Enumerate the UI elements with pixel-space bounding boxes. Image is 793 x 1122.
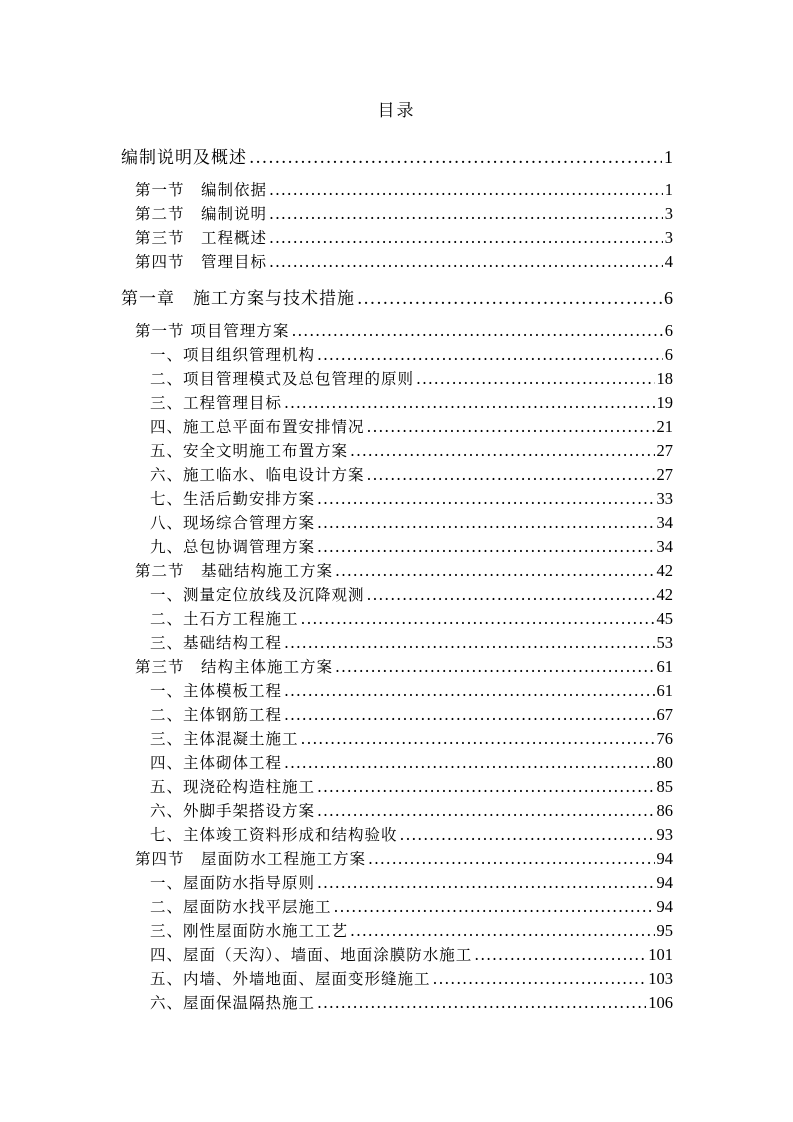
toc-entry-label: 第三节 结构主体施工方案: [135, 658, 334, 676]
toc-entry-label: 三、基础结构工程: [150, 634, 283, 652]
toc-leader-dots: [317, 490, 654, 508]
toc-leader-dots: [269, 181, 663, 199]
toc-leader-dots: [269, 253, 663, 271]
toc-entry-label: 五、现浇砼构造柱施工: [150, 778, 316, 796]
toc-entry-label: 二、屋面防水找平层施工: [150, 898, 332, 916]
toc-entry[interactable]: [150, 679, 673, 701]
toc-leader-dots: [269, 229, 663, 247]
toc-leader-dots: [400, 826, 655, 844]
toc-leader-dots: [284, 706, 654, 724]
toc-leader-dots: [367, 418, 655, 436]
toc-leader-dots: [357, 289, 662, 309]
toc-entry-page: 42: [656, 585, 673, 604]
toc-entry-label: 五、内墙、外墙地面、屋面变形缝施工: [150, 970, 431, 988]
toc-leader-dots: [301, 730, 655, 748]
toc-entry-label: 第二节 基础结构施工方案: [135, 562, 334, 580]
toc-entry-page: 34: [656, 513, 673, 532]
toc-entry-page: 103: [648, 969, 673, 988]
toc-entry[interactable]: [150, 775, 673, 797]
toc-entry-label: 九、总包协调管理方案: [150, 538, 316, 556]
toc-entry-label: 四、施工总平面布置安排情况: [150, 418, 365, 436]
toc-entry[interactable]: [150, 919, 673, 941]
toc-entry[interactable]: [150, 487, 673, 509]
toc-leader-dots: [335, 562, 654, 580]
toc-entry[interactable]: [150, 439, 673, 461]
toc-entry-page: 3: [664, 228, 673, 247]
toc-entry[interactable]: [121, 284, 673, 309]
toc-entry-page: 95: [656, 921, 673, 940]
toc-entry-page: 6: [664, 288, 673, 308]
toc-entry-page: 21: [656, 417, 673, 436]
toc-entry-page: 1: [664, 147, 673, 167]
toc-leader-dots: [249, 148, 662, 168]
toc-leader-dots: [269, 205, 663, 223]
toc-entry-label: 二、主体钢筋工程: [150, 706, 283, 724]
toc-entry-label: 六、屋面保温隔热施工: [150, 994, 316, 1012]
toc-entry-label: 第一章 施工方案与技术措施: [121, 289, 355, 309]
toc-entry-page: 106: [648, 993, 673, 1012]
toc-entry-label: 一、屋面防水指导原则: [150, 874, 316, 892]
toc-entry-page: 53: [656, 633, 673, 652]
toc-entry-page: 3: [664, 204, 673, 223]
toc-entry-label: 七、主体竣工资料形成和结构验收: [150, 826, 398, 844]
toc-leader-dots: [474, 946, 646, 964]
toc-entry[interactable]: [135, 655, 673, 677]
toc-entry-label: 二、土石方工程施工: [150, 610, 299, 628]
toc-entry-label: 三、工程管理目标: [150, 394, 283, 412]
toc-leader-dots: [335, 658, 654, 676]
toc-entry-label: 编制说明及概述: [121, 148, 247, 168]
toc-entry-label: 五、安全文明施工布置方案: [150, 442, 349, 460]
toc-entry[interactable]: [150, 415, 673, 437]
toc-entry-page: 94: [656, 873, 673, 892]
toc-leader-dots: [317, 874, 654, 892]
toc-entry[interactable]: [150, 583, 673, 605]
toc-leader-dots: [284, 682, 654, 700]
toc-entry-page: 94: [656, 897, 673, 916]
toc-entry[interactable]: [135, 319, 673, 341]
toc-entry[interactable]: [150, 631, 673, 653]
toc-entry-label: 一、项目组织管理机构: [150, 346, 316, 364]
toc-leader-dots: [350, 922, 654, 940]
toc-entry[interactable]: [150, 607, 673, 629]
toc-entry[interactable]: [150, 391, 673, 413]
toc-entry-page: 93: [656, 825, 673, 844]
toc-leader-dots: [284, 394, 654, 412]
toc-leader-dots: [334, 898, 655, 916]
toc-entry-label: 三、刚性屋面防水施工工艺: [150, 922, 349, 940]
toc-entry-page: 76: [656, 729, 673, 748]
toc-leader-dots: [317, 514, 654, 532]
toc-leader-dots: [368, 850, 654, 868]
toc-entry-page: 101: [648, 945, 673, 964]
toc-entry-label: 第一节 编制依据: [135, 181, 268, 199]
toc-leader-dots: [317, 346, 663, 364]
toc-entry[interactable]: [150, 823, 673, 845]
toc-entry-page: 45: [656, 609, 673, 628]
toc-entry[interactable]: [150, 535, 673, 557]
toc-entry[interactable]: [150, 967, 673, 989]
toc-leader-dots: [317, 802, 654, 820]
toc-entry-page: 80: [656, 753, 673, 772]
toc-entry-label: 一、测量定位放线及沉降观测: [150, 586, 365, 604]
toc-entry-page: 86: [656, 801, 673, 820]
toc-leader-dots: [317, 778, 654, 796]
toc-entry-label: 第三节 工程概述: [135, 229, 268, 247]
toc-entry-page: 4: [664, 252, 673, 271]
toc-entry[interactable]: [121, 143, 673, 168]
toc-entry[interactable]: [150, 943, 673, 965]
toc-entry-label: 六、施工临水、临电设计方案: [150, 466, 365, 484]
toc-entry[interactable]: [150, 343, 673, 365]
toc-entry[interactable]: [150, 895, 673, 917]
toc-leader-dots: [284, 634, 654, 652]
toc-entry[interactable]: [150, 871, 673, 893]
toc-entry-label: 一、主体模板工程: [150, 682, 283, 700]
toc-leader-dots: [284, 754, 654, 772]
toc-leader-dots: [291, 322, 662, 340]
toc-entry[interactable]: [150, 703, 673, 725]
toc-entry-page: 18: [656, 369, 673, 388]
toc-entry-page: 27: [656, 441, 673, 460]
toc-entry[interactable]: [150, 991, 673, 1013]
toc-leader-dots: [350, 442, 654, 460]
page-title: 目录: [377, 101, 416, 121]
toc-entry[interactable]: [135, 178, 673, 200]
toc-entry[interactable]: [135, 202, 673, 224]
toc-entry-label: 第一节 项目管理方案: [135, 322, 290, 340]
toc-entry[interactable]: [150, 463, 673, 485]
toc-leader-dots: [433, 970, 647, 988]
toc-entry-page: 85: [656, 777, 673, 796]
toc-entry-label: 四、主体砌体工程: [150, 754, 283, 772]
toc-entry[interactable]: [150, 511, 673, 533]
toc-entry[interactable]: [135, 250, 673, 272]
toc-entry-page: 61: [656, 681, 673, 700]
toc-leader-dots: [367, 586, 655, 604]
toc-entry[interactable]: [150, 727, 673, 749]
toc-entry-page: 6: [664, 345, 673, 364]
toc-entry-page: 61: [656, 657, 673, 676]
toc-entry-label: 三、主体混凝土施工: [150, 730, 299, 748]
toc-entry[interactable]: [135, 559, 673, 581]
toc-entry-label: 第四节 屋面防水工程施工方案: [135, 850, 367, 868]
toc-entry-label: 七、生活后勤安排方案: [150, 490, 316, 508]
toc-entry-page: 67: [656, 705, 673, 724]
toc-entry[interactable]: [150, 367, 673, 389]
toc-leader-dots: [317, 538, 654, 556]
toc-entry-page: 34: [656, 537, 673, 556]
toc-entry-page: 1: [664, 180, 673, 199]
toc-entry[interactable]: [135, 226, 673, 248]
toc-entry-page: 6: [664, 321, 673, 340]
toc-entry-page: 33: [656, 489, 673, 508]
toc-entry-label: 八、现场综合管理方案: [150, 514, 316, 532]
toc-entry-page: 94: [656, 849, 673, 868]
toc-entry-page: 19: [656, 393, 673, 412]
toc-entry[interactable]: [135, 847, 673, 869]
toc-entry-label: 六、外脚手架搭设方案: [150, 802, 316, 820]
toc-leader-dots: [317, 994, 646, 1012]
toc-entry-page: 42: [656, 561, 673, 580]
toc-entry-label: 二、项目管理模式及总包管理的原则: [150, 370, 415, 388]
toc-leader-dots: [367, 466, 655, 484]
toc-entry[interactable]: [150, 751, 673, 773]
toc-entry-label: 第四节 管理目标: [135, 253, 268, 271]
toc-leader-dots: [416, 370, 654, 388]
toc-entry-page: 27: [656, 465, 673, 484]
toc-entry-label: 第二节 编制说明: [135, 205, 268, 223]
toc-entry-label: 四、屋面（天沟）、墙面、地面涂膜防水施工: [150, 946, 473, 964]
toc-entry[interactable]: [150, 799, 673, 821]
toc-leader-dots: [301, 610, 655, 628]
